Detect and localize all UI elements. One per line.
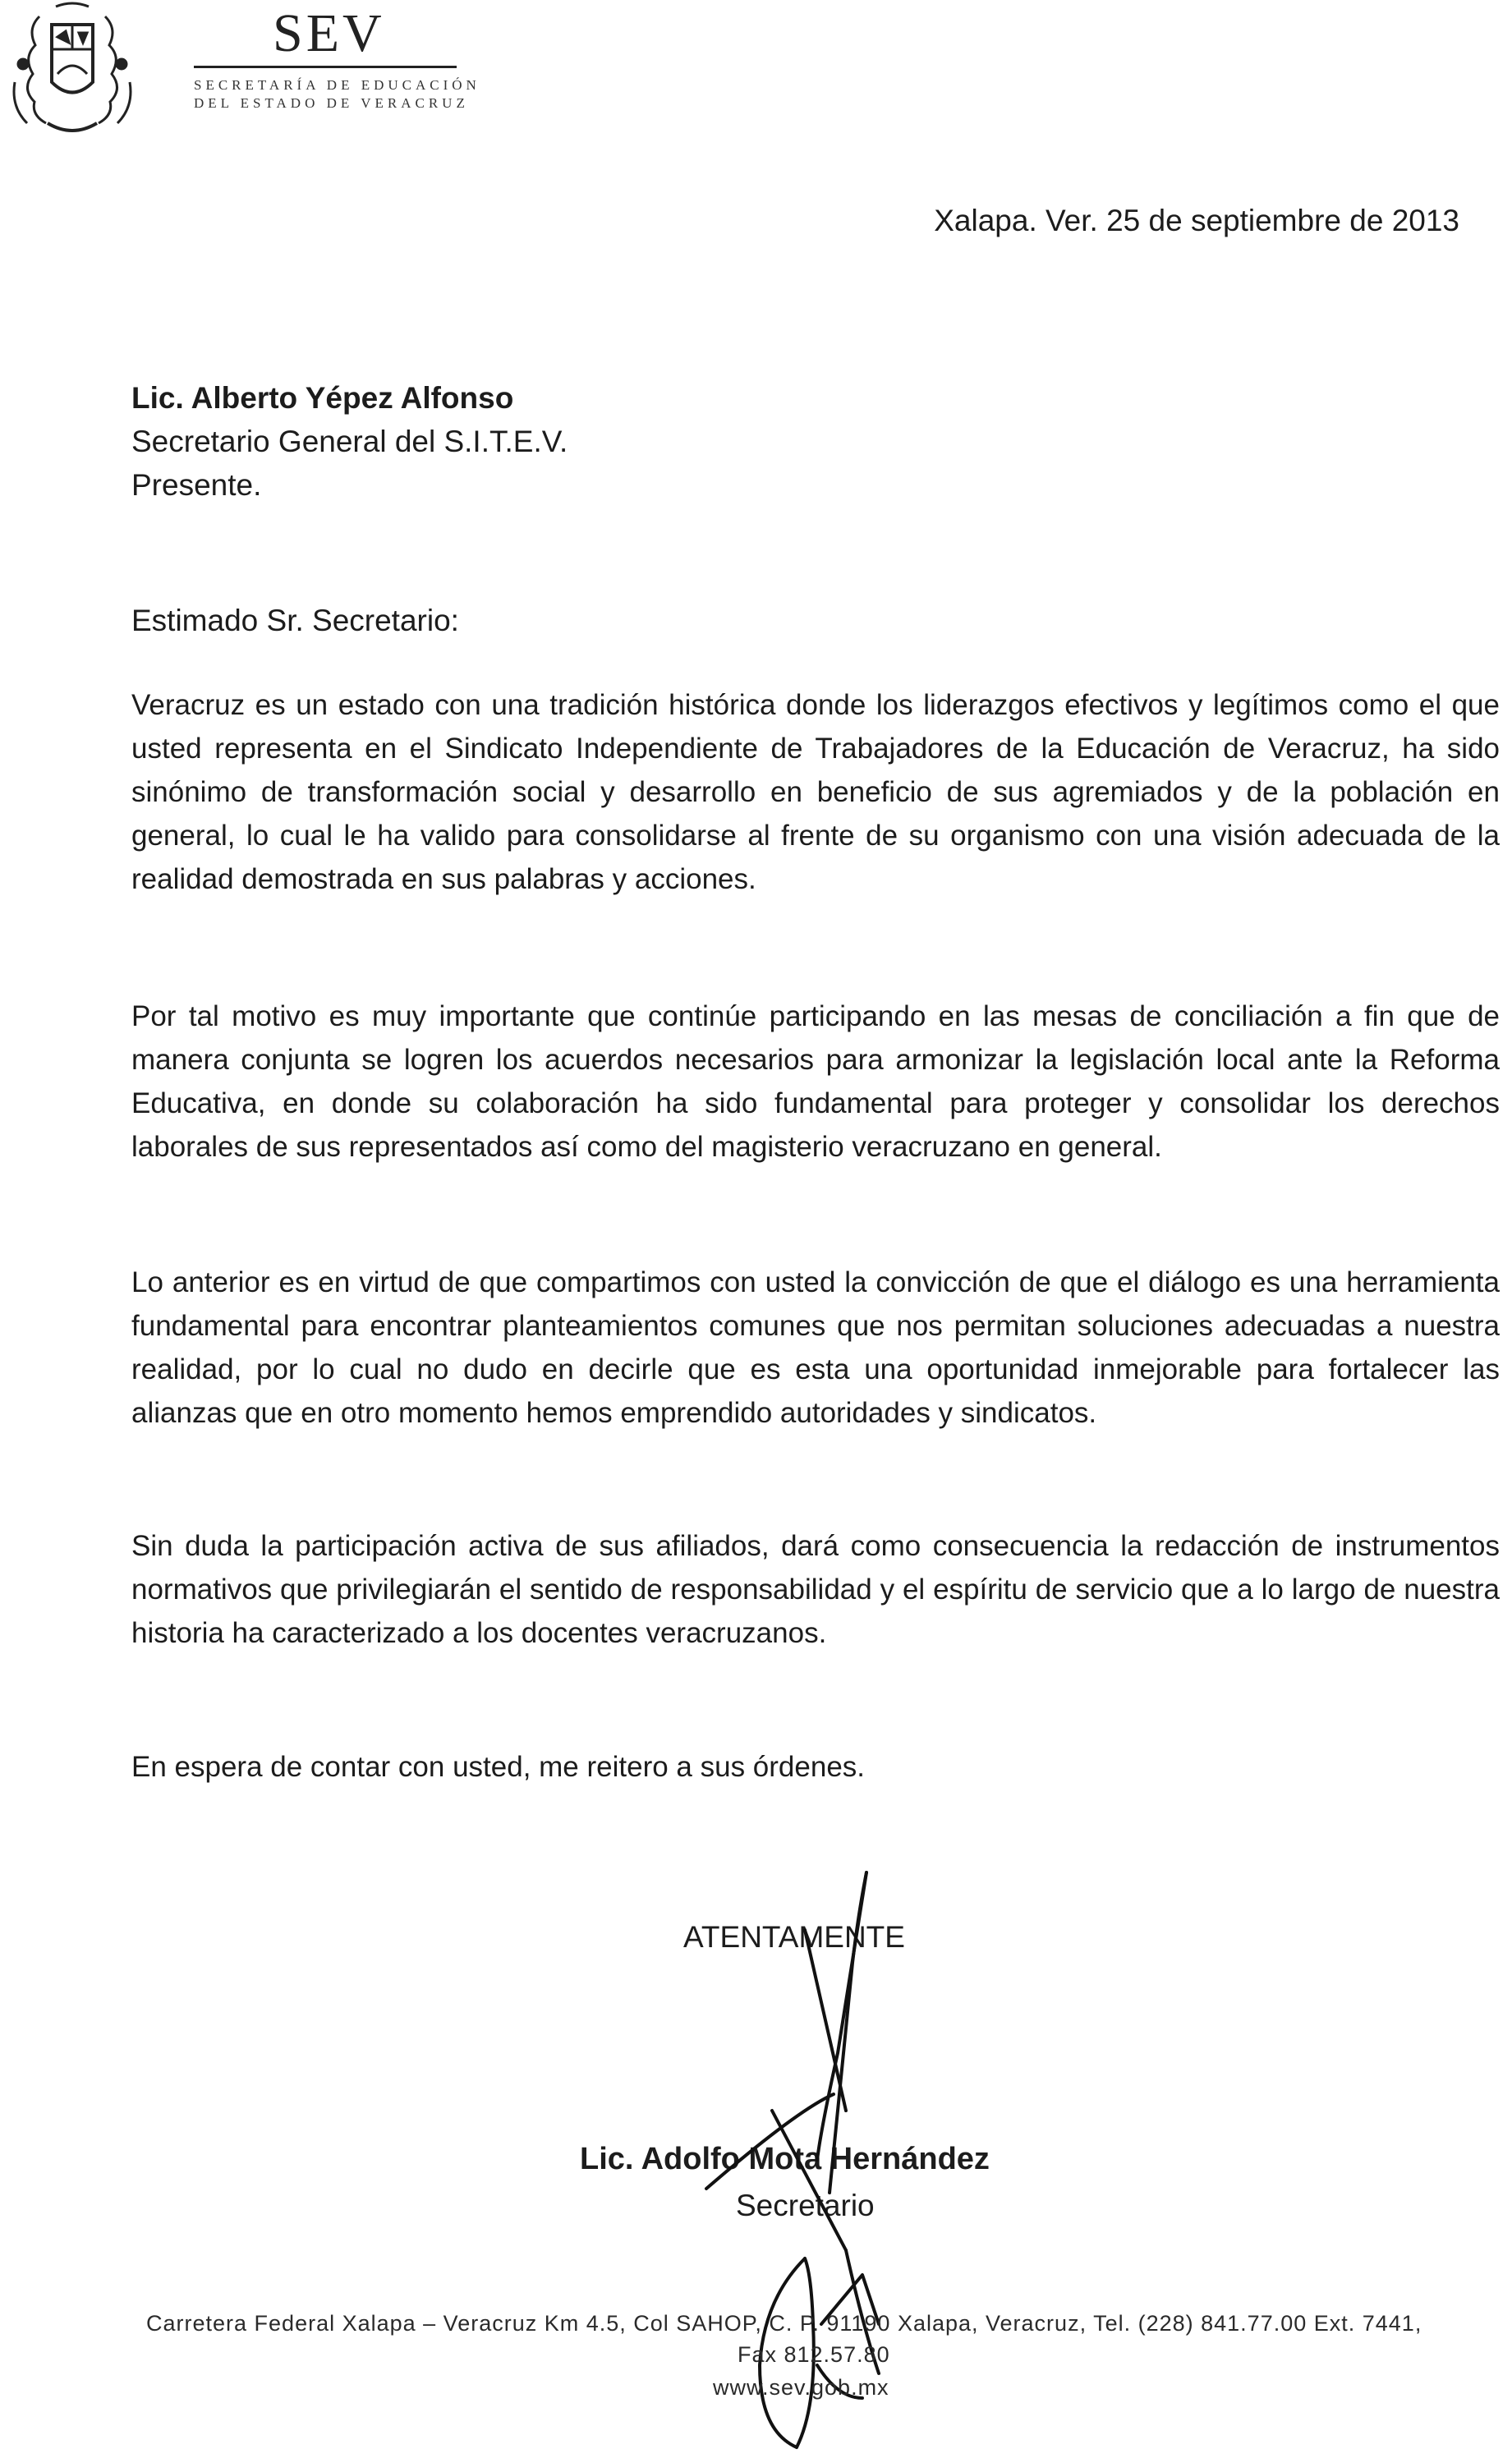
closing-paragraph: En espera de contar con usted, me reitero a sus órdenes.: [131, 1751, 866, 1783]
footer-address: Carretera Federal Xalapa – Veracruz Km 4.5, Col SAHOP, C. P. 91190 Xalapa, Veracruz, Tel. (228) 841.77.00 Ext. 7441,: [146, 2311, 1422, 2336]
signer-title: Secretario: [736, 2189, 875, 2222]
addressee-presente: Presente.: [131, 468, 262, 502]
signer-name: Lic. Adolfo Mota Hernández: [580, 2142, 990, 2176]
footer-website: www.sev.gob.mx: [713, 2375, 889, 2400]
body-paragraph-3: Lo anterior es en virtud de que compartimos con usted la convicción de que el diálogo es una herramienta fundamental para encontrar planteamientos comunes que nos permitan soluciones adecuadas a nuestra realidad, por lo cual no dudo en decirle que es esta una oportunidad inmejorable para fortalecer las alianzas que en otro momento hemos emprendido autoridades y sindicatos.: [131, 1266, 1500, 1429]
valediction: ATENTAMENTE: [683, 1920, 905, 1954]
body-paragraph-4: Sin duda la participación activa de sus afiliados, dará como consecuencia la redacción de instrumentos normativos que privilegiarán el sentido de responsabilidad y el espíritu de servicio que a lo largo de nuestra historia ha caracterizado a los docentes veracruzanos.: [131, 1530, 1500, 1649]
letter-date: Xalapa. Ver. 25 de septiembre de 2013: [934, 204, 1459, 237]
body-paragraph-2: Por tal motivo es muy importante que continúe participando en las mesas de conciliación a fin que de manera conjunta se logren los acuerdos necesarios para armonizar la legislación local ante la Reforma Educativa, en donde su colaboración ha sido fundamental para proteger y consolidar los derechos laborales de sus representados así como del magisterio veracruzano en general.: [131, 1000, 1500, 1163]
addressee-position: Secretario General del S.I.T.E.V.: [131, 425, 568, 458]
letterhead-brand: SEV: [273, 3, 385, 63]
letterhead-subtitle-line1: SECRETARÍA DE EDUCACIÓN: [194, 77, 480, 93]
footer-fax: Fax 812.57.80: [738, 2342, 890, 2367]
body-paragraph-1: Veracruz es un estado con una tradición histórica donde los liderazgos efectivos y legítimos como el que usted representa en el Sindicato Independiente de Trabajadores de la Educación de Veracruz, ha sido sinónimo de transformación social y desarrollo en beneficio de sus agremiados y de la población en general, lo cual le ha valido para consolidarse al frente de su organismo con una visión adecuada de la realidad demostrada en sus palabras y acciones.: [131, 689, 1500, 895]
state-coat-of-arms-icon: [7, 0, 138, 140]
addressee-block: [131, 376, 568, 507]
letterhead-subtitle-line2: DEL ESTADO DE VERACRUZ: [194, 95, 469, 111]
letterhead-divider: [194, 66, 457, 68]
letterhead: [194, 3, 480, 113]
addressee-name: Lic. Alberto Yépez Alfonso: [131, 381, 514, 415]
greeting: Estimado Sr. Secretario:: [131, 604, 459, 637]
